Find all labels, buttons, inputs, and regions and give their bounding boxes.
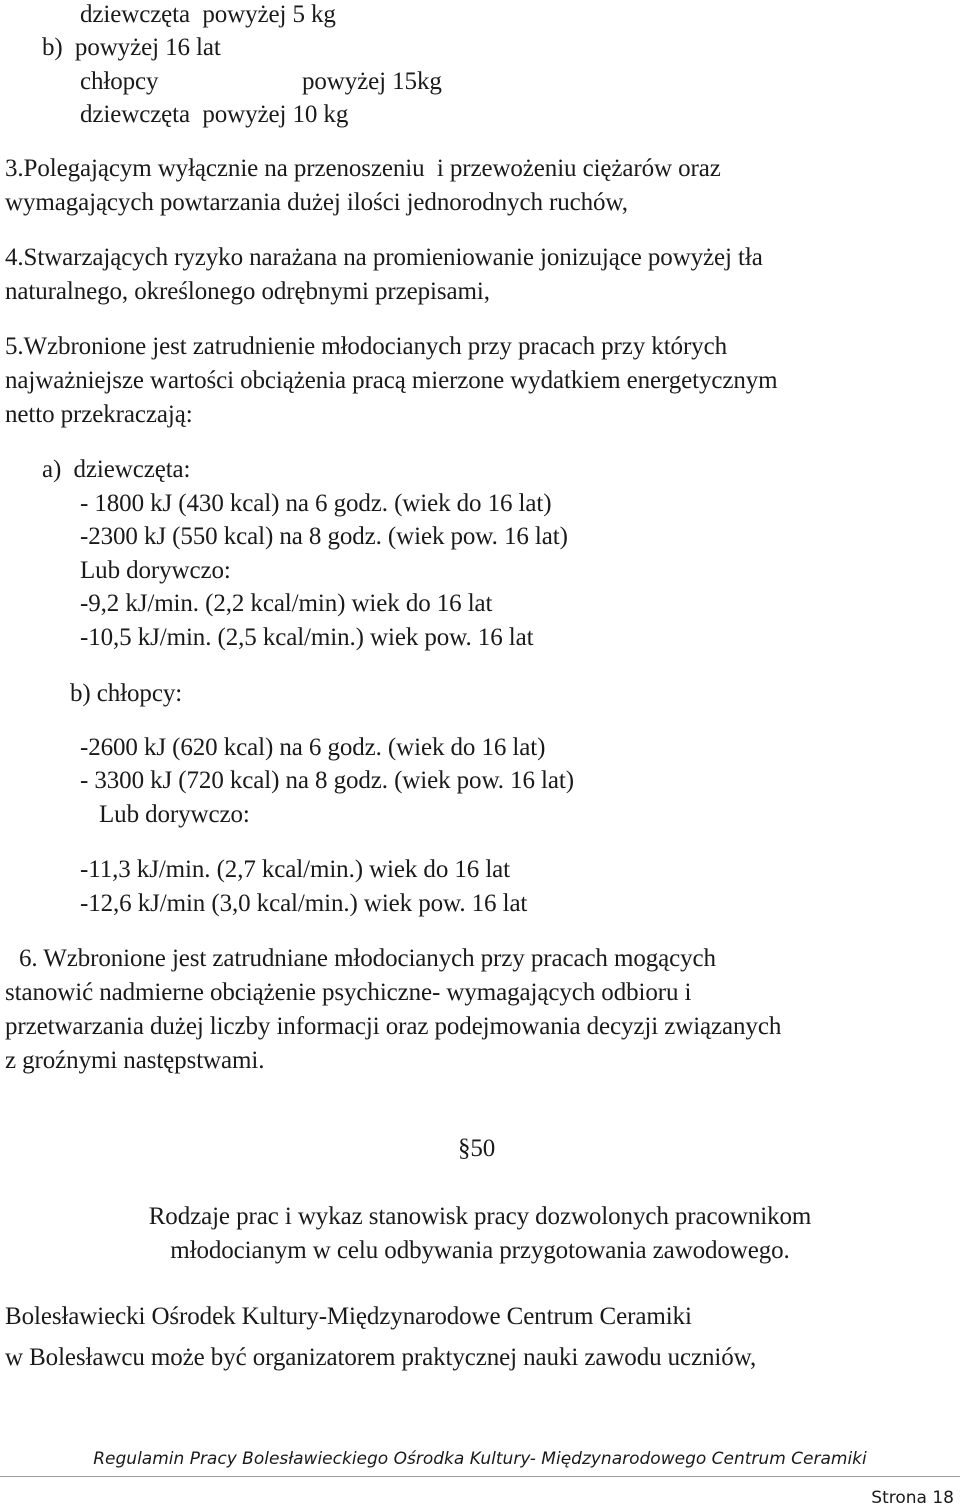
paragraph-line: najważniejsze wartości obciążenia pracą mierzone wydatkiem energetycznym bbox=[5, 367, 778, 394]
list-line: dziewczęta powyżej 10 kg bbox=[80, 101, 349, 128]
list-line: - 1800 kJ (430 kcal) na 6 godz. (wiek do 16 lat) bbox=[80, 490, 552, 517]
list-line: Lub dorywczo: bbox=[99, 801, 250, 828]
list-line: dziewczęta powyżej 5 kg bbox=[80, 1, 336, 28]
paragraph-line: netto przekraczają: bbox=[5, 401, 193, 428]
paragraph-line: 4.Stwarzających ryzyko narażana na promieniowanie jonizujące powyżej tła bbox=[5, 244, 763, 271]
paragraph-line: 3.Polegającym wyłącznie na przenoszeniu i przewożeniu ciężarów oraz bbox=[5, 155, 721, 182]
section-title-line: młodocianym w celu odbywania przygotowania zawodowego. bbox=[170, 1237, 790, 1264]
footer-title: Regulamin Pracy Bolesławieckiego Ośrodka Kultury- Międzynarodowego Centrum Ceramiki bbox=[93, 1449, 867, 1469]
list-line: -9,2 kJ/min. (2,2 kcal/min) wiek do 16 lat bbox=[80, 590, 493, 617]
list-line: b) powyżej 16 lat bbox=[42, 34, 221, 61]
paragraph-line: w Bolesławcu może być organizatorem praktycznej nauki zawodu uczniów, bbox=[5, 1344, 757, 1371]
list-line: a) dziewczęta: bbox=[42, 456, 191, 483]
paragraph-line: stanowić nadmierne obciążenie psychiczne- wymagających odbioru i bbox=[5, 979, 692, 1006]
paragraph-line: z groźnymi następstwami. bbox=[5, 1047, 265, 1074]
paragraph-line: wymagających powtarzania dużej ilości jednorodnych ruchów, bbox=[5, 189, 628, 216]
paragraph-line: 6. Wzbronione jest zatrudniane młodocianych przy pracach mogących bbox=[19, 945, 716, 972]
paragraph-line: Bolesławiecki Ośrodek Kultury-Międzynarodowe Centrum Ceramiki bbox=[5, 1303, 692, 1330]
list-line: -2300 kJ (550 kcal) na 8 godz. (wiek pow. 16 lat) bbox=[80, 523, 568, 550]
section-title-line: Rodzaje prac i wykaz stanowisk pracy dozwolonych pracownikom bbox=[148, 1203, 812, 1230]
section-heading: §50 bbox=[458, 1135, 496, 1162]
list-line: -11,3 kJ/min. (2,7 kcal/min.) wiek do 16 lat bbox=[80, 856, 511, 883]
list-line: b) chłopcy: bbox=[70, 680, 183, 707]
list-line: - 3300 kJ (720 kcal) na 8 godz. (wiek pow. 16 lat) bbox=[80, 767, 574, 794]
list-line: -12,6 kJ/min (3,0 kcal/min.) wiek pow. 16 lat bbox=[80, 890, 528, 917]
list-line: -10,5 kJ/min. (2,5 kcal/min.) wiek pow. 16 lat bbox=[80, 624, 534, 651]
page-number: Strona 18 bbox=[871, 1488, 954, 1508]
list-line: powyżej 15kg bbox=[302, 68, 442, 95]
footer-divider bbox=[0, 1476, 960, 1477]
list-line: chłopcy bbox=[80, 68, 159, 95]
paragraph-line: naturalnego, określonego odrębnymi przepisami, bbox=[5, 278, 490, 305]
paragraph-line: przetwarzania dużej liczby informacji oraz podejmowania decyzji związanych bbox=[5, 1013, 782, 1040]
list-line: Lub dorywczo: bbox=[80, 557, 231, 584]
list-line: -2600 kJ (620 kcal) na 6 godz. (wiek do 16 lat) bbox=[80, 734, 546, 761]
paragraph-line: 5.Wzbronione jest zatrudnienie młodocianych przy pracach przy których bbox=[5, 333, 727, 360]
